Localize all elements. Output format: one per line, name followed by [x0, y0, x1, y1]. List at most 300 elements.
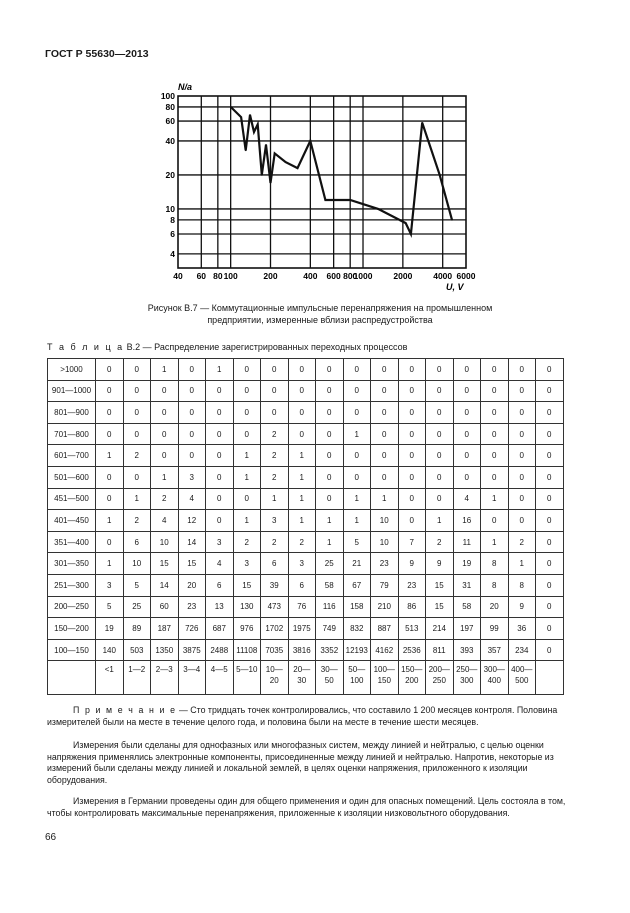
- table-cell: 0: [426, 423, 454, 445]
- table-cell: 1975: [288, 618, 316, 640]
- table-cell: 1: [288, 488, 316, 510]
- overvoltage-chart: [0, 0, 630, 300]
- data-point: [261, 174, 263, 176]
- table-cell: 6: [261, 553, 289, 575]
- table-cell: 0: [426, 380, 454, 402]
- table-cell: 1: [206, 359, 234, 381]
- table-cell: 0: [343, 402, 371, 424]
- table-cell: 0: [151, 445, 179, 467]
- table-cell: 76: [288, 596, 316, 618]
- table-row: [48, 531, 564, 553]
- table-cell: 23: [398, 574, 426, 596]
- page-number: 66: [45, 832, 57, 843]
- caption-line-2: предприятии, измеренные вблизи распредустройства: [207, 315, 433, 325]
- table-cell: 0: [426, 445, 454, 467]
- table-cell: 99: [481, 618, 509, 640]
- table-footer-row: [48, 661, 564, 695]
- table-cell: 31: [453, 574, 481, 596]
- row-label: 401—450: [48, 510, 96, 532]
- table-cell: 25: [316, 553, 344, 575]
- table-cell: 357: [481, 639, 509, 661]
- table-cell: 1: [426, 510, 454, 532]
- table-cell: 3: [206, 531, 234, 553]
- table-cell: 1: [508, 553, 536, 575]
- table-row: [48, 359, 564, 381]
- table-cell: 3: [96, 574, 124, 596]
- row-label: 701—800: [48, 423, 96, 445]
- y-axis-unit-label: N/a: [178, 82, 193, 92]
- table-cell: 3: [178, 466, 206, 488]
- table-cell: 25: [123, 596, 151, 618]
- table-cell: 10: [151, 531, 179, 553]
- table-cell: 1: [96, 445, 124, 467]
- table-cell: 0: [453, 402, 481, 424]
- footer-cell: 300— 400: [481, 661, 509, 695]
- table-cell: 0: [123, 359, 151, 381]
- table-cell: 2: [123, 510, 151, 532]
- table-cell: 10: [371, 531, 399, 553]
- data-point: [410, 233, 412, 235]
- table-cell: 5: [96, 596, 124, 618]
- table-cell: 13: [206, 596, 234, 618]
- table-cell: 0: [233, 488, 261, 510]
- table-cell: 0: [536, 553, 564, 575]
- table-cell: 0: [481, 359, 509, 381]
- table-cell: 0: [123, 402, 151, 424]
- table-cell: 6: [288, 574, 316, 596]
- table-cell: 19: [453, 553, 481, 575]
- footer-cell: 1—2: [123, 661, 151, 695]
- data-point: [257, 124, 259, 126]
- table-cell: 0: [206, 445, 234, 467]
- table-cell: 36: [508, 618, 536, 640]
- data-point: [274, 153, 276, 155]
- table-cell: 4: [206, 553, 234, 575]
- table-cell: 0: [371, 466, 399, 488]
- table-cell: 0: [371, 423, 399, 445]
- x-tick-label: 400: [303, 271, 318, 281]
- table-cell: 0: [426, 402, 454, 424]
- table-cell: 1: [288, 466, 316, 488]
- data-point: [253, 131, 255, 133]
- table-cell: 130: [233, 596, 261, 618]
- table-cell: 0: [453, 445, 481, 467]
- table-cell: 832: [343, 618, 371, 640]
- y-tick-label: 4: [170, 248, 175, 259]
- table-cell: 0: [536, 639, 564, 661]
- table-cell: 0: [343, 445, 371, 467]
- table-cell: 0: [508, 402, 536, 424]
- table-cell: 0: [178, 445, 206, 467]
- table-cell: 0: [261, 359, 289, 381]
- table-cell: 5: [343, 531, 371, 553]
- table-cell: 158: [343, 596, 371, 618]
- data-point: [297, 167, 299, 169]
- row-label: >1000: [48, 359, 96, 381]
- table-cell: 976: [233, 618, 261, 640]
- x-tick-label: 200: [263, 271, 278, 281]
- table-cell: 14: [178, 531, 206, 553]
- table-cell: 1350: [151, 639, 179, 661]
- table-cell: 3352: [316, 639, 344, 661]
- table-cell: 1: [261, 488, 289, 510]
- row-label: 251—300: [48, 574, 96, 596]
- table-cell: 0: [316, 488, 344, 510]
- table-cell: 3: [288, 553, 316, 575]
- table-cell: 89: [123, 618, 151, 640]
- table-cell: 21: [343, 553, 371, 575]
- table-cell: 8: [508, 574, 536, 596]
- table-cell: 0: [481, 510, 509, 532]
- table-cell: 2: [261, 531, 289, 553]
- table-cell: 0: [508, 423, 536, 445]
- table-cell: 0: [481, 445, 509, 467]
- table-cell: 0: [508, 488, 536, 510]
- table-cell: 1: [343, 488, 371, 510]
- table-cell: 1702: [261, 618, 289, 640]
- table-cell: 39: [261, 574, 289, 596]
- table-cell: 0: [508, 359, 536, 381]
- footer-cell: 20— 30: [288, 661, 316, 695]
- table-cell: 2536: [398, 639, 426, 661]
- table-cell: 393: [453, 639, 481, 661]
- table-cell: 15: [233, 574, 261, 596]
- data-point: [349, 199, 351, 201]
- row-label: 100—150: [48, 639, 96, 661]
- table-cell: 15: [151, 553, 179, 575]
- table-cell: 4162: [371, 639, 399, 661]
- table-cell: 0: [96, 380, 124, 402]
- table-cell: 0: [398, 445, 426, 467]
- data-point: [285, 161, 287, 163]
- table-cell: 2: [426, 531, 454, 553]
- table-cell: 0: [371, 359, 399, 381]
- row-label: 150—200: [48, 618, 96, 640]
- table-cell: 0: [536, 531, 564, 553]
- x-tick-label: 80: [213, 271, 223, 281]
- data-point: [230, 106, 232, 108]
- table-cell: 0: [398, 359, 426, 381]
- table-cell: 3875: [178, 639, 206, 661]
- footer-cell: 50— 100: [343, 661, 371, 695]
- data-point: [240, 116, 242, 118]
- table-cell: 0: [453, 359, 481, 381]
- table-row: [48, 402, 564, 424]
- table-cell: 0: [316, 445, 344, 467]
- table-cell: 197: [453, 618, 481, 640]
- row-label: 351—400: [48, 531, 96, 553]
- table-cell: 0: [536, 380, 564, 402]
- table-cell: 0: [233, 423, 261, 445]
- table-cell: 0: [123, 380, 151, 402]
- table-cell: 15: [178, 553, 206, 575]
- table-row: [48, 553, 564, 575]
- footer-cell: 4—5: [206, 661, 234, 695]
- table-cell: 0: [151, 423, 179, 445]
- x-tick-label: 4000: [433, 271, 453, 281]
- table-cell: 19: [96, 618, 124, 640]
- table-cell: 0: [481, 466, 509, 488]
- table-row: [48, 380, 564, 402]
- table-cell: 0: [536, 423, 564, 445]
- table-cell: 2: [233, 531, 261, 553]
- table-cell: 6: [206, 574, 234, 596]
- note-text: — Сто тридцать точек контролировались, что составило 1 200 месяцев контроля. Половина измерителей были на месте в течение целого года, и половина были на месте в течение шести месяцев.: [47, 705, 558, 727]
- table-cell: 513: [398, 618, 426, 640]
- table-cell: 4: [151, 510, 179, 532]
- x-tick-label: 1000: [353, 271, 373, 281]
- table-cell: 7035: [261, 639, 289, 661]
- table-row: [48, 445, 564, 467]
- chart-grid: [178, 96, 466, 268]
- table-cell: 0: [151, 380, 179, 402]
- data-point: [451, 219, 453, 221]
- row-label: 501—600: [48, 466, 96, 488]
- table-cell: 0: [288, 423, 316, 445]
- table-cell: 0: [233, 380, 261, 402]
- table-cell: 0: [343, 466, 371, 488]
- table-cell: 9: [508, 596, 536, 618]
- table-cell: 0: [453, 423, 481, 445]
- table-cell: 503: [123, 639, 151, 661]
- document-header: ГОСТ Р 55630—2013: [45, 48, 149, 60]
- table-cell: 0: [426, 466, 454, 488]
- footer-cell: 3—4: [178, 661, 206, 695]
- footer-cell: 30— 50: [316, 661, 344, 695]
- table-cell: 0: [316, 423, 344, 445]
- data-point: [265, 144, 267, 146]
- table-cell: 0: [398, 402, 426, 424]
- table-cell: 0: [96, 359, 124, 381]
- table-cell: 687: [206, 618, 234, 640]
- table-cell: 1: [151, 466, 179, 488]
- table-cell: 0: [316, 359, 344, 381]
- table-cell: 1: [288, 445, 316, 467]
- row-label: 301—350: [48, 553, 96, 575]
- table-cell: 0: [178, 380, 206, 402]
- table-cell: 0: [481, 423, 509, 445]
- table-row: [48, 423, 564, 445]
- table-cell: 0: [371, 445, 399, 467]
- table-cell: 0: [536, 618, 564, 640]
- table-cell: 0: [398, 488, 426, 510]
- table-row: [48, 574, 564, 596]
- table-cell: 3: [233, 553, 261, 575]
- table-cell: 9: [398, 553, 426, 575]
- figure-caption: [100, 302, 540, 326]
- table-cell: 0: [536, 466, 564, 488]
- table-cell: 749: [316, 618, 344, 640]
- series-line: [231, 107, 452, 234]
- table-cell: 15: [426, 574, 454, 596]
- row-label: 901—1000: [48, 380, 96, 402]
- table-cell: 79: [371, 574, 399, 596]
- table-cell: 0: [398, 423, 426, 445]
- table-cell: 86: [398, 596, 426, 618]
- table-cell: 0: [536, 488, 564, 510]
- table-cell: 0: [151, 402, 179, 424]
- table-cell: 58: [453, 596, 481, 618]
- table-cell: 2: [261, 423, 289, 445]
- table-cell: 11108: [233, 639, 261, 661]
- table-cell: 0: [233, 402, 261, 424]
- data-point: [270, 182, 272, 184]
- table-cell: 0: [343, 380, 371, 402]
- table-cell: 1: [233, 445, 261, 467]
- table-cell: 0: [288, 402, 316, 424]
- data-point: [377, 208, 379, 210]
- footer-cell: 100— 150: [371, 661, 399, 695]
- paragraph-2: Измерения в Германии проведены один для общего применения и один для опасных помещений. Цель состояла в том, чтобы контролировать максимальные перенапряжения, приложенные к изоляции низковольтного оборудования.: [47, 796, 566, 818]
- table-cell: 10: [123, 553, 151, 575]
- table-cell: 67: [343, 574, 371, 596]
- data-point: [421, 122, 423, 124]
- transient-distribution-table: [47, 358, 564, 695]
- footer-cell: [536, 661, 564, 695]
- table-cell: 2: [123, 445, 151, 467]
- x-tick-label: 800: [343, 271, 358, 281]
- table-cell: 1: [343, 510, 371, 532]
- x-tick-label: 600: [326, 271, 341, 281]
- table-title-text: В.2 — Распределение зарегистрированных переходных процессов: [126, 342, 408, 352]
- table-cell: 1: [343, 423, 371, 445]
- table-cell: 0: [426, 488, 454, 510]
- table-cell: 0: [316, 466, 344, 488]
- table-cell: 0: [261, 402, 289, 424]
- y-tick-label: 8: [170, 214, 175, 225]
- table-cell: 10: [371, 510, 399, 532]
- table-cell: 0: [206, 380, 234, 402]
- table-row: [48, 639, 564, 661]
- table-cell: 0: [96, 402, 124, 424]
- table-cell: 0: [536, 510, 564, 532]
- table-cell: 1: [96, 553, 124, 575]
- footer-cell: 250— 300: [453, 661, 481, 695]
- table-cell: 6: [123, 531, 151, 553]
- x-axis-unit-label: U, V: [446, 282, 464, 292]
- footer-cell: <1: [96, 661, 124, 695]
- data-point: [310, 140, 312, 142]
- data-point: [325, 199, 327, 201]
- table-cell: 60: [151, 596, 179, 618]
- x-tick-label: 60: [196, 271, 207, 281]
- table-cell: 0: [508, 510, 536, 532]
- table-cell: 2: [288, 531, 316, 553]
- table-cell: 2: [261, 466, 289, 488]
- table-title: [47, 342, 407, 352]
- x-tick-label: 6000: [456, 271, 476, 281]
- paragraph-1: Измерения были сделаны для однофазных или многофазных систем, между линией и нейтралью, с целью оценки напряжения применялись электронные компоненты, присоединенные между линией и нейтралью. Напротив, некоторые из измерений были сделаны между линией и локальной землей, в целях оценки напряжения, приложенного к изоляции оборудования.: [47, 740, 554, 785]
- table-cell: 0: [96, 531, 124, 553]
- table-cell: 2: [508, 531, 536, 553]
- footer-cell: 400— 500: [508, 661, 536, 695]
- table-cell: 0: [206, 423, 234, 445]
- table-row: [48, 596, 564, 618]
- table-cell: 8: [481, 553, 509, 575]
- table-cell: 0: [288, 359, 316, 381]
- table-cell: 0: [288, 380, 316, 402]
- table-cell: 0: [426, 359, 454, 381]
- x-tick-label: 100: [223, 271, 238, 281]
- table-cell: 11: [453, 531, 481, 553]
- table-cell: 2488: [206, 639, 234, 661]
- table-row: [48, 488, 564, 510]
- table-cell: 0: [123, 423, 151, 445]
- table-cell: 0: [206, 466, 234, 488]
- table-cell: 0: [123, 466, 151, 488]
- table-cell: 1: [96, 510, 124, 532]
- y-tick-labels: [161, 91, 175, 259]
- table-cell: 0: [481, 402, 509, 424]
- row-label: 801—900: [48, 402, 96, 424]
- table-cell: 1: [481, 531, 509, 553]
- table-cell: 0: [261, 380, 289, 402]
- table-cell: 0: [371, 380, 399, 402]
- table-cell: 1: [316, 510, 344, 532]
- table-cell: 0: [536, 445, 564, 467]
- y-tick-label: 20: [165, 169, 175, 180]
- table-cell: 1: [481, 488, 509, 510]
- note-label: П р и м е ч а н и е: [73, 705, 177, 715]
- table-cell: 0: [178, 423, 206, 445]
- table-cell: 0: [206, 402, 234, 424]
- note-paragraph: [47, 705, 583, 728]
- table-cell: 0: [178, 359, 206, 381]
- table-cell: 0: [453, 466, 481, 488]
- table-cell: 140: [96, 639, 124, 661]
- table-cell: 0: [536, 359, 564, 381]
- table-cell: 0: [453, 380, 481, 402]
- table-cell: 116: [316, 596, 344, 618]
- y-tick-label: 40: [165, 135, 175, 146]
- data-point: [249, 114, 251, 116]
- table-cell: 0: [96, 423, 124, 445]
- x-tick-label: 2000: [393, 271, 413, 281]
- table-cell: 3: [261, 510, 289, 532]
- table-cell: 0: [536, 402, 564, 424]
- table-row: [48, 618, 564, 640]
- caption-line-1: Рисунок В.7 — Коммутационные импульсные перенапряжения на промышленном: [147, 303, 493, 313]
- y-tick-label: 80: [165, 101, 175, 112]
- table-cell: 726: [178, 618, 206, 640]
- table-cell: 7: [398, 531, 426, 553]
- table-cell: 9: [426, 553, 454, 575]
- table-cell: 0: [316, 380, 344, 402]
- y-tick-label: 10: [165, 203, 175, 214]
- table-cell: 58: [316, 574, 344, 596]
- table-cell: 187: [151, 618, 179, 640]
- y-tick-label: 60: [165, 116, 175, 127]
- table-cell: 0: [536, 574, 564, 596]
- table-cell: 0: [508, 445, 536, 467]
- table-cell: 8: [481, 574, 509, 596]
- table-cell: 4: [453, 488, 481, 510]
- table-cell: 0: [481, 380, 509, 402]
- table-cell: 23: [371, 553, 399, 575]
- table-cell: 0: [508, 466, 536, 488]
- table-cell: 887: [371, 618, 399, 640]
- x-tick-labels: [173, 271, 475, 281]
- row-label: 451—500: [48, 488, 96, 510]
- table-cell: 1: [371, 488, 399, 510]
- table-cell: 5: [123, 574, 151, 596]
- table-cell: 3816: [288, 639, 316, 661]
- footer-cell: 2—3: [151, 661, 179, 695]
- table-cell: 0: [206, 488, 234, 510]
- data-point: [405, 222, 407, 224]
- x-tick-label: 40: [173, 271, 183, 281]
- table-cell: 0: [398, 380, 426, 402]
